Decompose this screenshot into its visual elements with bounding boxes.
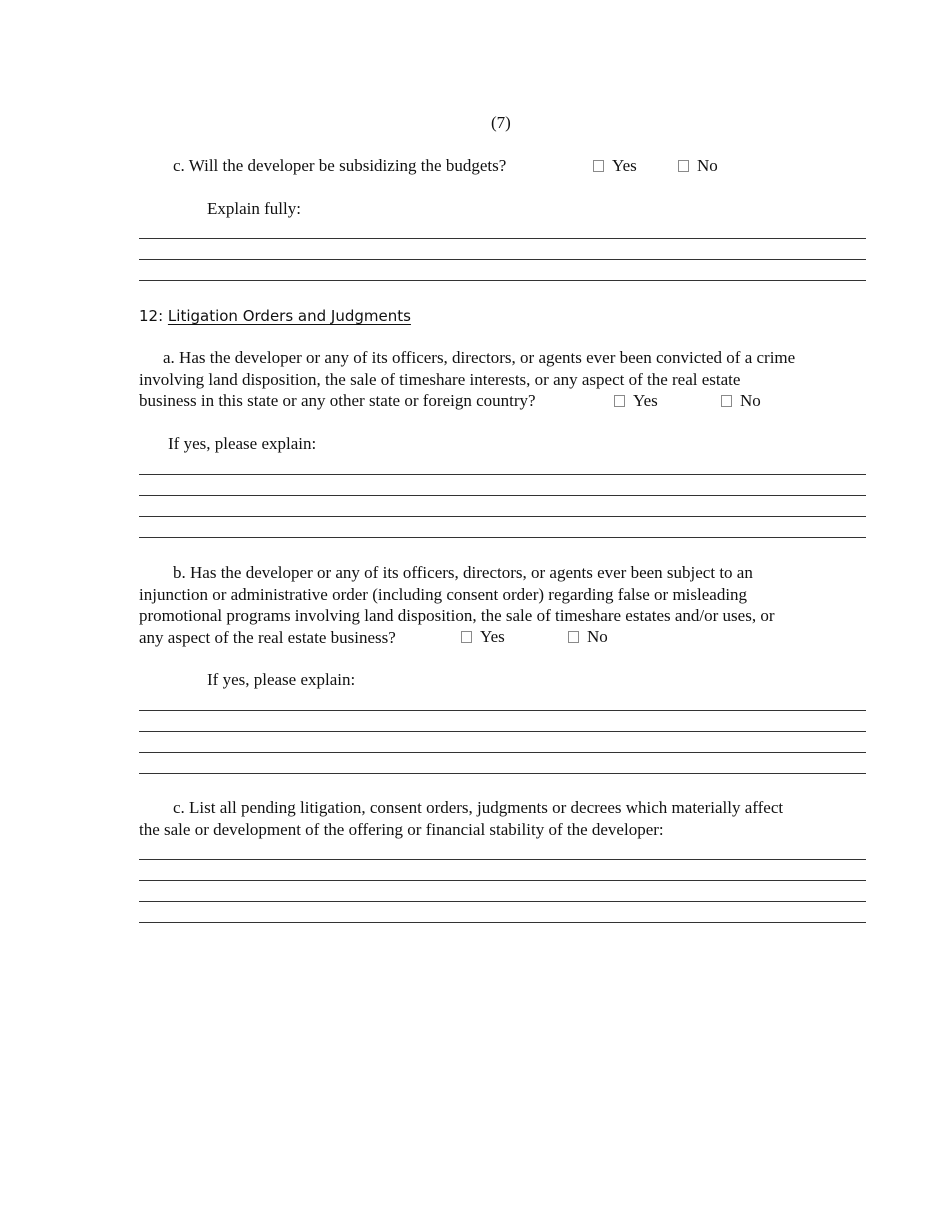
q11c-no-option[interactable] (678, 155, 718, 177)
q12c-answer-line[interactable] (139, 922, 866, 923)
q11c-explain-label: Explain fully: (207, 199, 301, 218)
q12a-answer-line[interactable] (139, 495, 866, 496)
q12b-answer-line[interactable] (139, 731, 866, 732)
q12a-explain-label: If yes, please explain: (168, 434, 317, 453)
q12a-yes-checkbox[interactable] (614, 395, 625, 407)
q12b-yes-checkbox[interactable] (461, 631, 472, 643)
q12b-answer-line[interactable] (139, 773, 866, 774)
q12a-line: a. Has the developer or any of its officers, directors, or agents ever been convicted of a crime (163, 348, 796, 367)
q12c-answer-line[interactable] (139, 859, 866, 860)
q12a-yes-option[interactable] (614, 390, 658, 412)
q12b-yes-option[interactable] (461, 626, 505, 648)
q12b-line: promotional programs involving land disposition, the sale of timeshare estates and/or uses, or (139, 606, 775, 625)
q11c-question: c. Will the developer be subsidizing the budgets? (173, 156, 507, 175)
section-12-title: Litigation Orders and Judgments (167, 307, 411, 325)
q12a-answer-line[interactable] (139, 537, 866, 538)
q11c-no-label: No (697, 156, 718, 175)
q11c-yes-label: Yes (612, 156, 637, 175)
section-12-heading (139, 305, 411, 327)
q12a-no-label: No (740, 391, 761, 410)
q12a-no-option[interactable] (721, 390, 761, 412)
q12c-answer-line[interactable] (139, 901, 866, 902)
q11c-answer-line[interactable] (139, 238, 866, 239)
q11c-yes-option[interactable] (593, 155, 637, 177)
q12a-line: involving land disposition, the sale of timeshare interests, or any aspect of the real estate (139, 369, 741, 389)
q11c-no-checkbox[interactable] (678, 160, 689, 172)
q12b-no-checkbox[interactable] (568, 631, 579, 643)
q12c-line: c. List all pending litigation, consent orders, judgments or decrees which materially affect (173, 798, 784, 817)
q12b-explain-label: If yes, please explain: (207, 670, 356, 689)
q12b-answer-line[interactable] (139, 752, 866, 753)
q12a-answer-line[interactable] (139, 474, 866, 475)
q12c-answer-line[interactable] (139, 880, 866, 881)
q12a-no-checkbox[interactable] (721, 395, 732, 407)
q11c-yes-checkbox[interactable] (593, 160, 604, 172)
q12c-line: the sale or development of the offering or financial stability of the developer: (139, 819, 664, 839)
q12b-yes-label: Yes (480, 627, 505, 646)
q12b-no-label: No (587, 627, 608, 646)
q11c-answer-line[interactable] (139, 259, 866, 260)
q12a-answer-line[interactable] (139, 516, 866, 517)
section-12-number: 12: (139, 307, 164, 325)
q12a-yes-label: Yes (633, 391, 658, 410)
q12b-answer-line[interactable] (139, 710, 866, 711)
page-number: (7) (491, 113, 511, 132)
q12b-no-option[interactable] (568, 626, 608, 648)
q12a-line: business in this state or any other state or foreign country? (139, 391, 536, 410)
q12b-line: b. Has the developer or any of its officers, directors, or agents ever been subject to an (173, 563, 753, 582)
q12b-line: any aspect of the real estate business? (139, 627, 396, 647)
q12b-line: injunction or administrative order (including consent order) regarding false or misleading (139, 584, 748, 604)
q11c-answer-line[interactable] (139, 280, 866, 281)
q12c-question (139, 797, 869, 840)
